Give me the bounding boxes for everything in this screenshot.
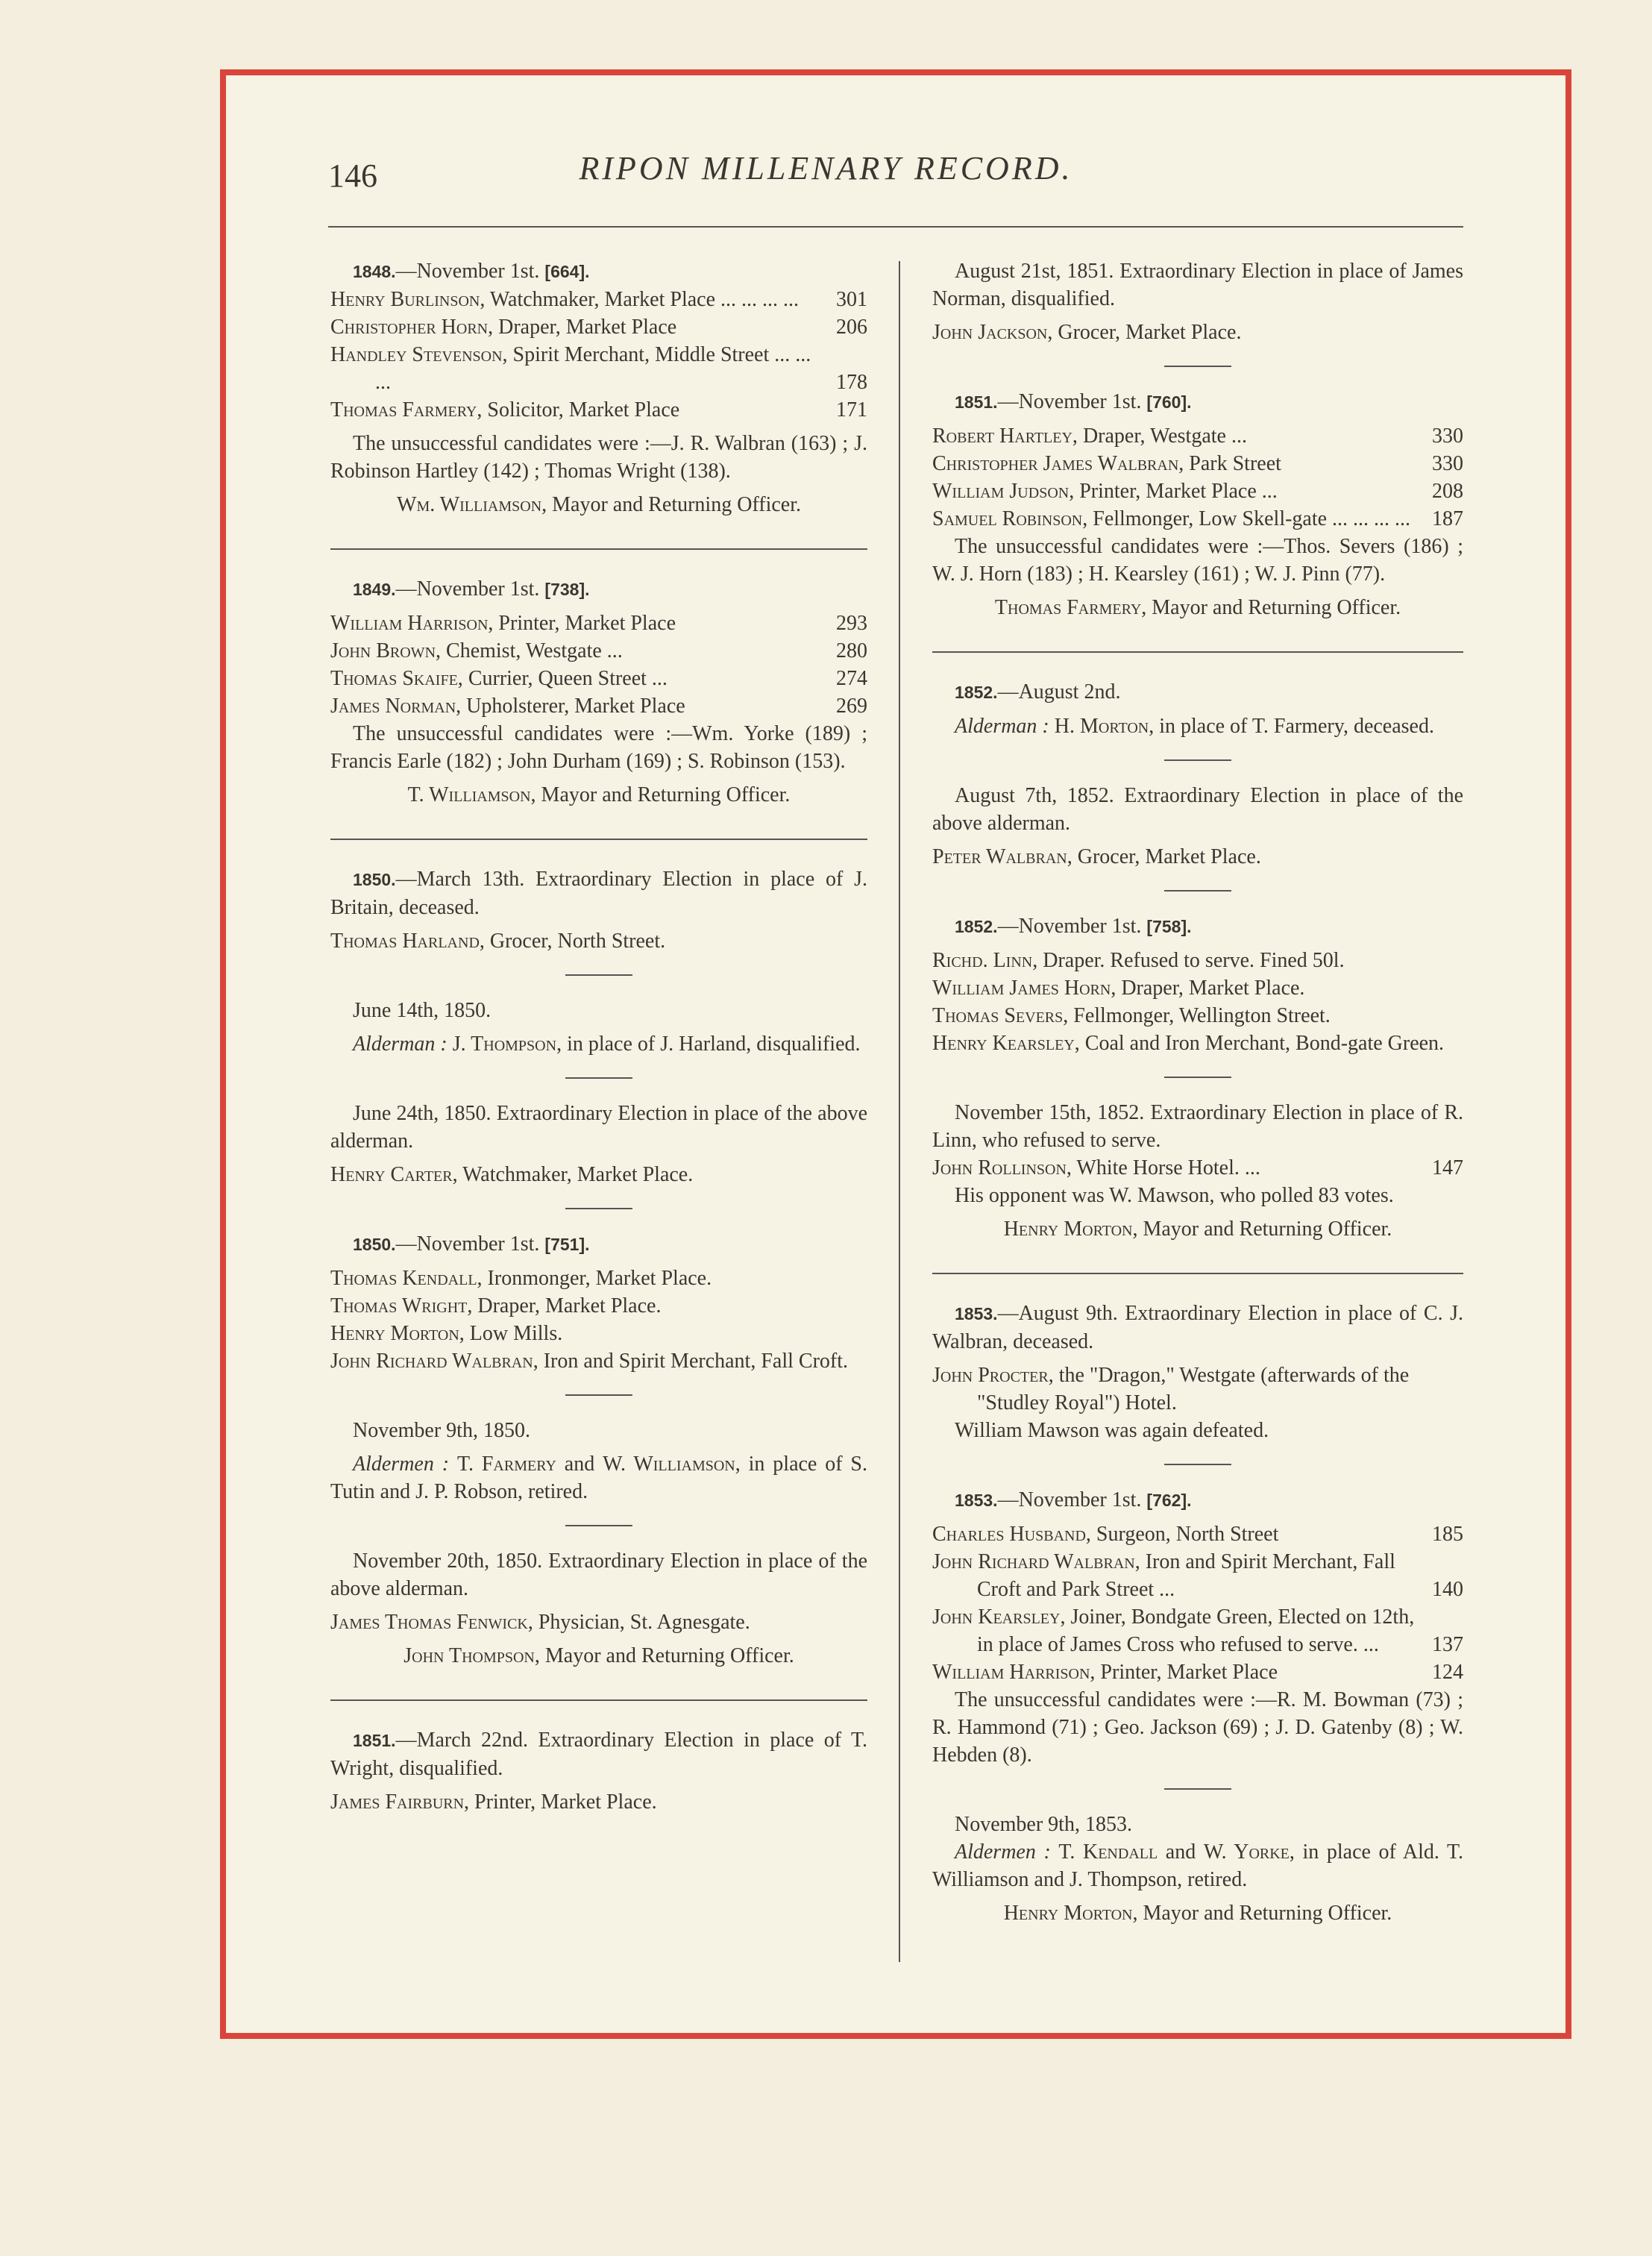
candidate-entry: Henry Morton, Low Mills.: [330, 1322, 563, 1345]
date-line: November 9th, 1853.: [955, 1813, 1132, 1836]
section-1852-august-7: [932, 782, 1463, 871]
section-1853-november: [932, 1486, 1463, 1769]
section-1853-august: [932, 1300, 1463, 1444]
candidate-entry: John Richard Walbran, Iron and Spirit Merchant, Fall Croft and Park Street ... 140: [932, 1550, 1463, 1601]
returning-officer: John Thompson, Mayor and Returning Officer.: [403, 1644, 794, 1667]
section-rule: [330, 839, 867, 840]
section-heading: 1852.—November 1st. [758].: [955, 915, 1192, 938]
left-column: [330, 257, 867, 1816]
defeat-note: William Mawson was again defeated.: [955, 1419, 1269, 1442]
unsuccessful-candidates: The unsuccessful candidates were :—Wm. Yorke (189) ; Francis Earle (182) ; John Durham (169) ; S. Robinson (153).: [330, 722, 867, 773]
candidate-entry: John Kearsley, Joiner, Bondgate Green, Elected on 12th, in place of James Cross who refused to serve. ... 137: [932, 1605, 1463, 1656]
elected-entry: John Jackson, Grocer, Market Place.: [932, 321, 1242, 344]
election-note: June 24th, 1850. Extraordinary Election in place of the above alderman.: [330, 1102, 867, 1153]
section-1852-november: [932, 912, 1463, 1057]
candidate-entry: Charles Husband, Surgeon, North Street 185: [932, 1523, 1463, 1546]
election-note: 1850.—March 13th. Extraordinary Election in place of J. Britain, deceased.: [330, 868, 867, 919]
short-rule: [565, 1077, 632, 1079]
election-note: November 20th, 1850. Extraordinary Election in place of the above alderman.: [330, 1550, 867, 1600]
date-line: November 9th, 1850.: [353, 1419, 530, 1442]
short-rule: [565, 1525, 632, 1526]
candidate-entry: John Richard Walbran, Iron and Spirit Merchant, Fall Croft.: [330, 1350, 848, 1373]
column-divider: [899, 261, 900, 1962]
section-1851-march: [330, 1726, 867, 1816]
short-rule: [1164, 1077, 1231, 1078]
alderman-note: Alderman : J. Thompson, in place of J. Harland, disqualified.: [353, 1033, 861, 1056]
elected-entry: John Procter, the "Dragon," Westgate (afterwards of the "Studley Royal") Hotel.: [932, 1364, 1410, 1414]
election-note: August 21st, 1851. Extraordinary Election in place of James Norman, disqualified.: [932, 260, 1463, 310]
candidate-entry: Henry Burlinson, Watchmaker, Market Place ... ... ... ... 301: [330, 288, 867, 311]
short-rule: [565, 1208, 632, 1209]
running-head-title: RIPON MILLENARY RECORD.: [579, 150, 1073, 187]
candidate-entry: Handley Stevenson, Spirit Merchant, Middle Street ... ... ... 178: [330, 343, 867, 394]
candidate-entry: Christopher Horn, Draper, Market Place 206: [330, 316, 867, 339]
short-rule: [565, 974, 632, 976]
candidate-entry: Thomas Kendall, Ironmonger, Market Place.: [330, 1267, 712, 1290]
candidate-entry: Richd. Linn, Draper. Refused to serve. Fined 50l.: [932, 949, 1345, 972]
candidate-entry: Samuel Robinson, Fellmonger, Low Skell-gate ... ... ... ... 187: [932, 507, 1463, 530]
candidate-entry: Thomas Skaife, Currier, Queen Street ... 274: [330, 667, 867, 690]
election-note: 1851.—March 22nd. Extraordinary Election in place of T. Wright, disqualified.: [330, 1729, 867, 1780]
short-rule: [1164, 1464, 1231, 1465]
elected-entry: Thomas Harland, Grocer, North Street.: [330, 930, 666, 953]
candidate-entry: John Brown, Chemist, Westgate ... 280: [330, 639, 867, 662]
candidate-entry: James Norman, Upholsterer, Market Place 269: [330, 695, 867, 718]
header-rule: [328, 226, 1463, 228]
section-rule: [330, 1699, 867, 1701]
section-heading: 1849.—November 1st. [738].: [353, 577, 590, 601]
elected-entry: John Rollinson, White Horse Hotel. ... 147: [932, 1156, 1463, 1179]
elected-entry: Peter Walbran, Grocer, Market Place.: [932, 845, 1261, 868]
unsuccessful-candidates: The unsuccessful candidates were :—J. R. Walbran (163) ; J. Robinson Hartley (142) ; Thomas Wright (138).: [330, 432, 867, 483]
section-1853-november-9: [932, 1811, 1463, 1927]
candidate-entry: Henry Kearsley, Coal and Iron Merchant, Bond-gate Green.: [932, 1032, 1445, 1055]
date-line: June 14th, 1850.: [353, 999, 491, 1022]
section-rule: [932, 1273, 1463, 1274]
section-1849-november: [330, 575, 867, 809]
right-column: [932, 257, 1463, 1927]
candidate-entry: William Harrison, Printer, Market Place 124: [932, 1661, 1463, 1684]
elected-entry: James Fairburn, Printer, Market Place.: [330, 1790, 657, 1814]
candidate-entry: Thomas Wright, Draper, Market Place.: [330, 1294, 662, 1317]
short-rule: [1164, 890, 1231, 892]
unsuccessful-candidates: The unsuccessful candidates were :—R. M. Bowman (73) ; R. Hammond (71) ; Geo. Jackson (69) ; J. D. Gatenby (8) ; W. Hebden (8).: [932, 1688, 1463, 1767]
page-number: 146: [328, 157, 377, 194]
section-heading: 1853.—November 1st. [762].: [955, 1488, 1192, 1511]
returning-officer: Henry Morton, Mayor and Returning Officer.: [1003, 1218, 1392, 1241]
candidate-entry: Robert Hartley, Draper, Westgate ... 330: [932, 424, 1463, 448]
short-rule: [565, 1394, 632, 1396]
section-rule: [932, 651, 1463, 653]
returning-officer: Henry Morton, Mayor and Returning Officer.: [1003, 1902, 1392, 1925]
aldermen-note: Aldermen : T. Kendall and W. Yorke, in place of Ald. T. Williamson and J. Thompson, retired.: [932, 1840, 1464, 1891]
returning-officer: Thomas Farmery, Mayor and Returning Officer.: [994, 596, 1401, 619]
election-note: 1853.—August 9th. Extraordinary Election in place of C. J. Walbran, deceased.: [932, 1302, 1463, 1353]
returning-officer: T. Williamson, Mayor and Returning Officer.: [407, 783, 791, 806]
section-1850-november-20: [330, 1547, 867, 1670]
section-heading: 1850.—November 1st. [751].: [353, 1232, 590, 1256]
section-1850-november: [330, 1230, 867, 1375]
section-heading: 1851.—November 1st. [760].: [955, 390, 1192, 413]
candidate-entry: Thomas Farmery, Solicitor, Market Place 171: [330, 398, 867, 422]
opponent-note: His opponent was W. Mawson, who polled 83 votes.: [955, 1184, 1394, 1207]
section-rule: [330, 548, 867, 550]
section-heading: 1852.—August 2nd.: [955, 680, 1121, 704]
candidate-entry: William Judson, Printer, Market Place ... 208: [932, 480, 1463, 503]
election-note: August 7th, 1852. Extraordinary Election in place of the above alderman.: [932, 784, 1463, 835]
unsuccessful-candidates: The unsuccessful candidates were :—Thos. Severs (186) ; W. J. Horn (183) ; H. Kearsley (161) ; W. J. Pinn (77).: [932, 535, 1463, 586]
section-1852-november-15: [932, 1099, 1463, 1243]
section-1852-august-2: [932, 678, 1463, 740]
section-1848-november: [330, 257, 867, 518]
section-1850-june-24: [330, 1100, 867, 1188]
section-1851-november: [932, 388, 1463, 621]
short-rule: [1164, 366, 1231, 367]
section-heading: 1848.—November 1st. [664].: [353, 260, 590, 283]
alderman-note: Alderman : H. Morton, in place of T. Farmery, deceased.: [955, 715, 1434, 738]
returning-officer: Wm. Williamson, Mayor and Returning Officer.: [397, 493, 801, 516]
section-1850-november-9: [330, 1417, 867, 1505]
section-1851-august: [932, 257, 1463, 346]
elected-entry: James Thomas Fenwick, Physician, St. Agnesgate.: [330, 1611, 750, 1634]
short-rule: [1164, 1788, 1231, 1790]
candidate-entry: Christopher James Walbran, Park Street 330: [932, 452, 1463, 475]
short-rule: [1164, 759, 1231, 761]
candidate-entry: William Harrison, Printer, Market Place 293: [330, 612, 867, 635]
elected-entry: Henry Carter, Watchmaker, Market Place.: [330, 1163, 694, 1186]
aldermen-note: Aldermen : T. Farmery and W. Williamson, in place of S. Tutin and J. P. Robson, retired.: [330, 1453, 868, 1503]
section-1850-june-14: [330, 997, 867, 1058]
election-note: November 15th, 1852. Extraordinary Election in place of R. Linn, who refused to serve.: [932, 1101, 1463, 1152]
candidate-entry: Thomas Severs, Fellmonger, Wellington Street.: [932, 1004, 1331, 1027]
candidate-entry: William James Horn, Draper, Market Place.: [932, 977, 1305, 1000]
section-1850-march: [330, 865, 867, 955]
